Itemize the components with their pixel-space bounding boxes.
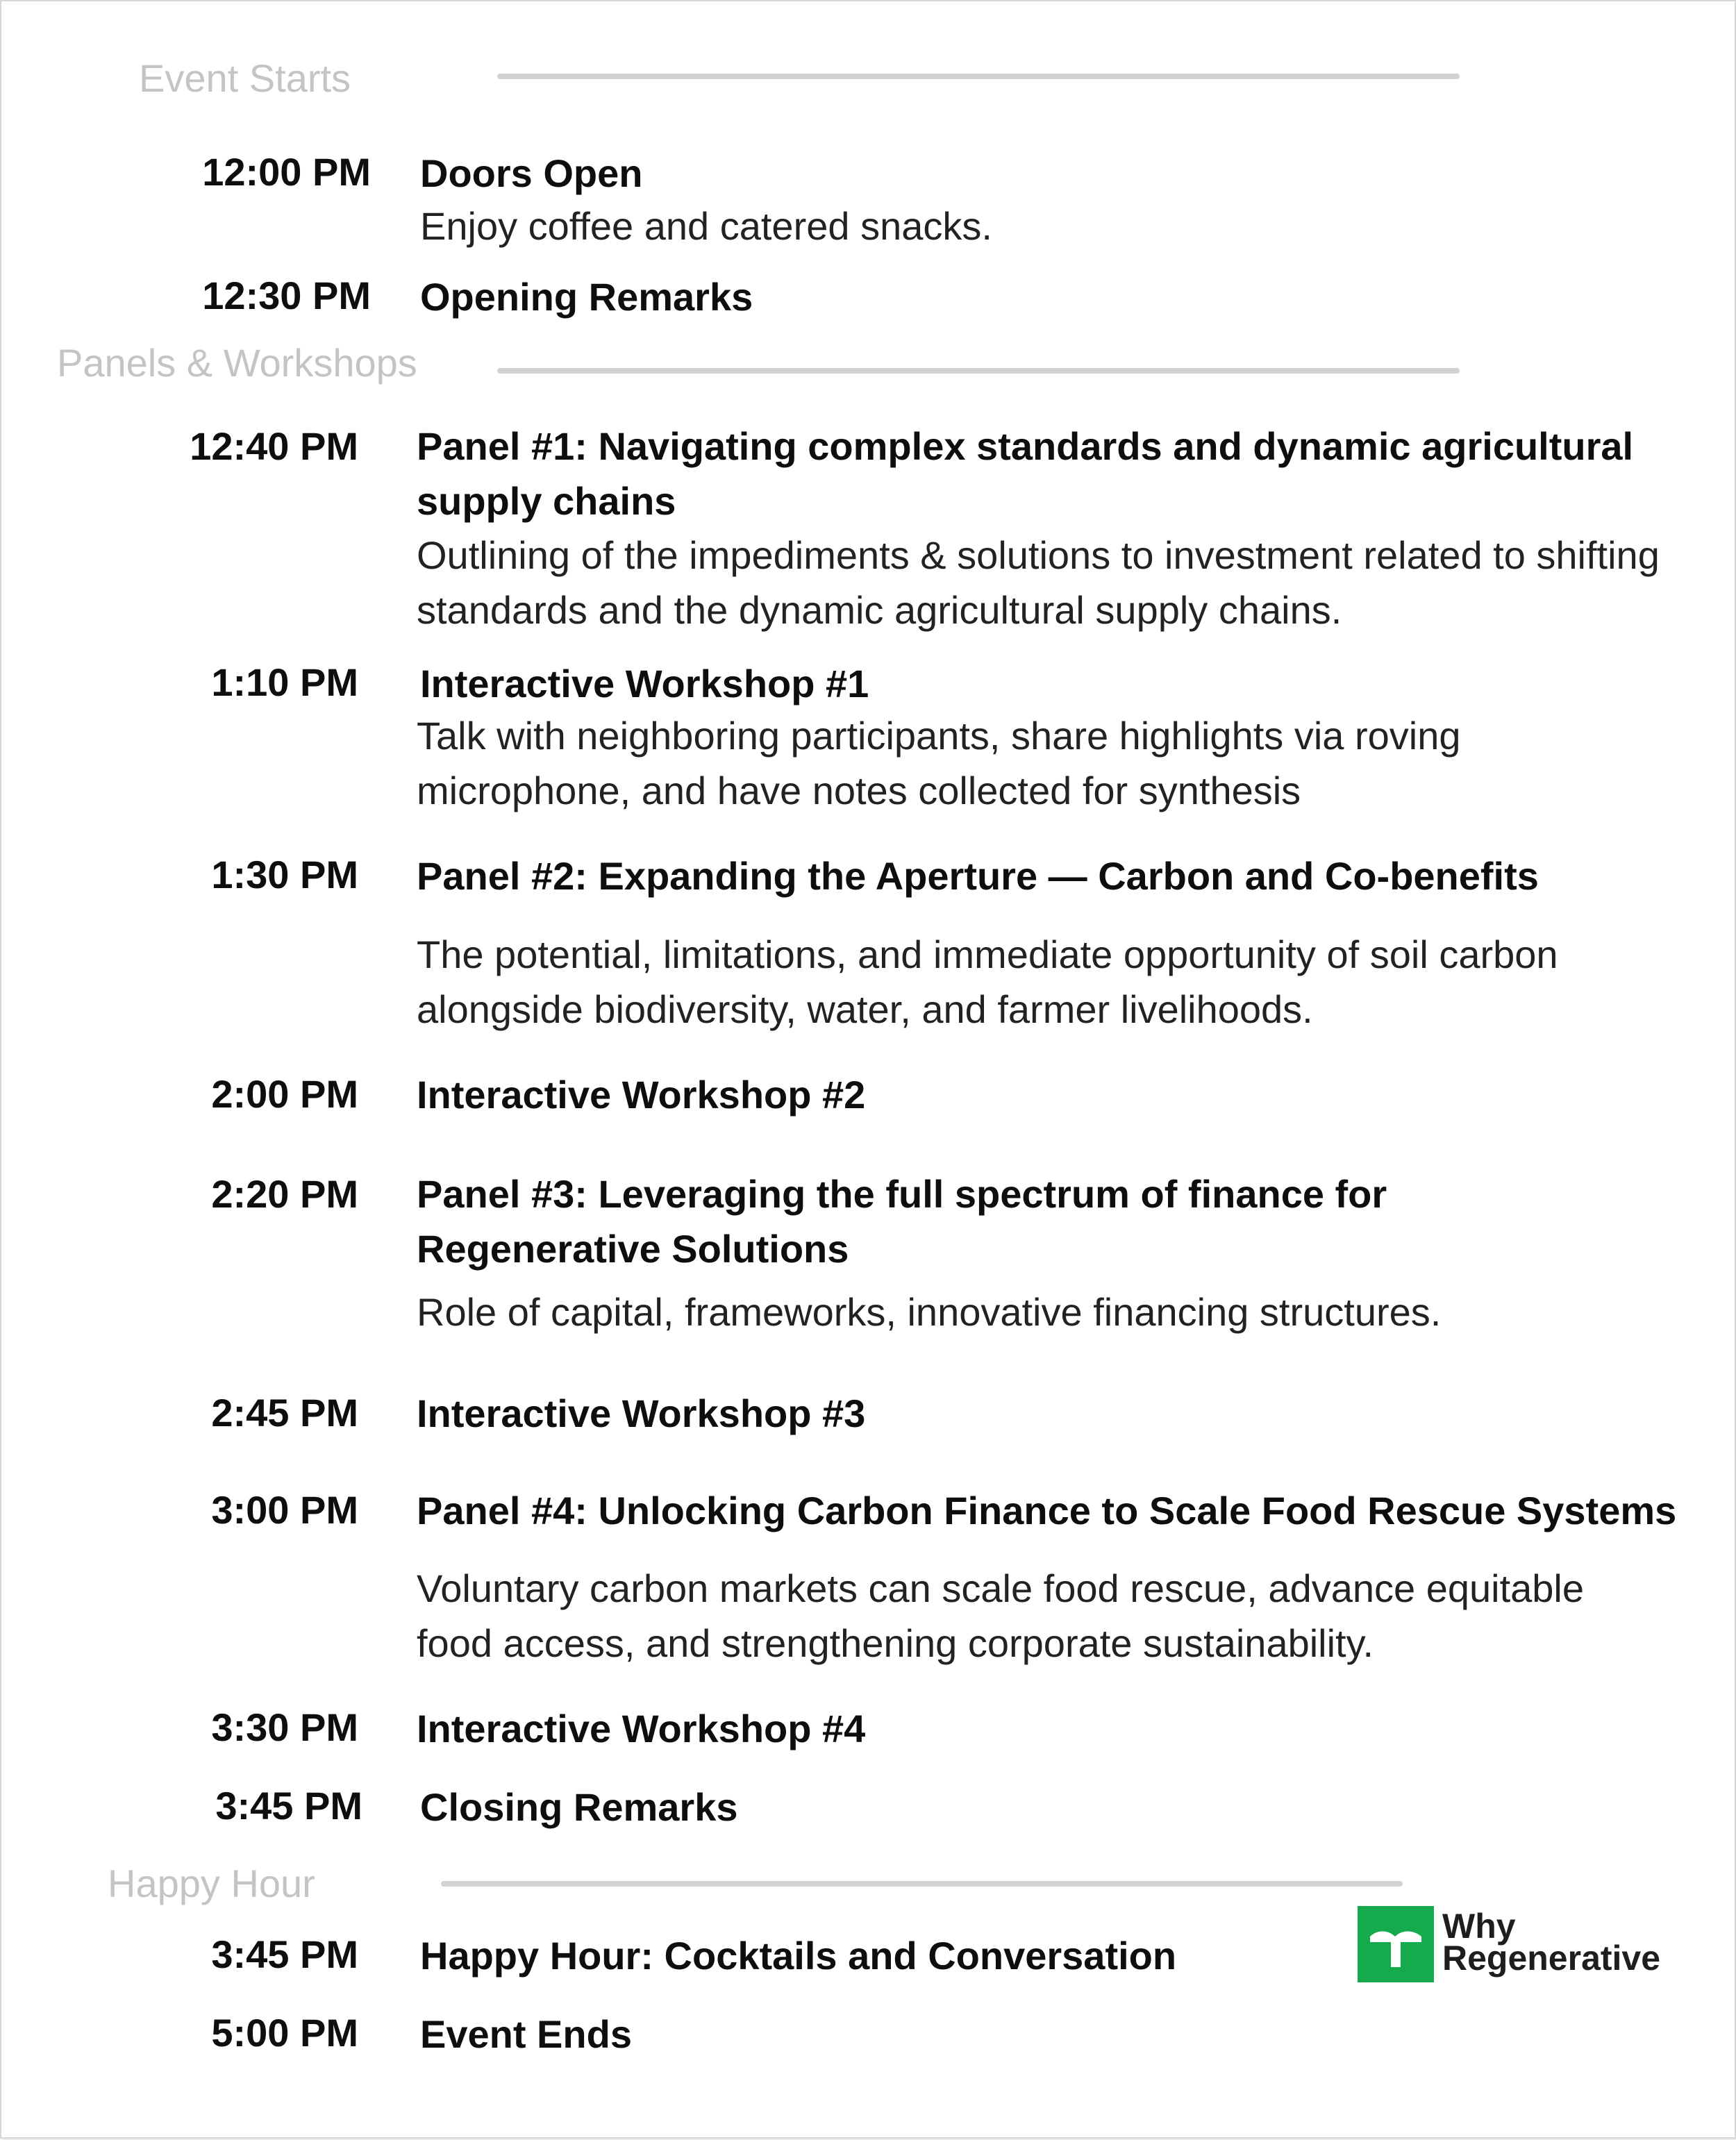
section-divider (497, 368, 1460, 374)
logo-text-regenerative: Regenerative (1442, 1939, 1661, 1978)
agenda-description: Voluntary carbon markets can scale food rescue, advance equitable food access, and strengthening corporate sustainability. (417, 1566, 1585, 1665)
section-label-event-starts: Event Starts (139, 56, 351, 100)
agenda-title: Interactive Workshop #3 (417, 1391, 866, 1435)
agenda-time: 3:00 PM (211, 1488, 358, 1532)
agenda-time: 2:20 PM (211, 1172, 358, 1216)
agenda-title: Doors Open (420, 151, 643, 195)
section-label-happy-hour: Happy Hour (108, 1862, 315, 1905)
agenda-time: 12:40 PM (190, 424, 358, 468)
why-regenerative-logo (1358, 1906, 1661, 1982)
agenda-time: 12:00 PM (202, 150, 371, 194)
sprout-logo-icon (1358, 1906, 1434, 1982)
agenda-description: Enjoy coffee and catered snacks. (420, 204, 992, 248)
agenda-title: Interactive Workshop #2 (417, 1073, 866, 1117)
agenda-description: The potential, limitations, and immediate opportunity of soil carbon alongside biodiversity, water, and farmer livelihoods. (417, 933, 1558, 1031)
agenda-description: Outlining of the impediments & solutions to investment related to shifting standards and the dynamic agricultural supply chains. (417, 533, 1660, 632)
agenda-time: 3:45 PM (211, 1932, 358, 1976)
agenda-time: 1:10 PM (211, 660, 358, 704)
section-divider (441, 1881, 1403, 1887)
agenda-description: Role of capital, frameworks, innovative financing structures. (417, 1290, 1442, 1334)
agenda-title: Happy Hour: Cocktails and Conversation (420, 1934, 1177, 1978)
agenda-title: Interactive Workshop #4 (417, 1707, 866, 1750)
agenda-title: Panel #4: Unlocking Carbon Finance to Scale Food Rescue Systems (417, 1489, 1677, 1532)
agenda-title: Panel #1: Navigating complex standards and dynamic agricultural supply chains (417, 424, 1634, 523)
section-label-panels-workshops: Panels & Workshops (57, 341, 417, 385)
agenda-description: Talk with neighboring participants, share highlights via roving microphone, and have notes collected for synthesis (417, 714, 1461, 812)
section-divider (497, 74, 1460, 79)
agenda-time: 3:45 PM (215, 1784, 362, 1828)
agenda-time: 2:00 PM (211, 1072, 358, 1116)
logo-text-why: Why (1442, 1907, 1516, 1946)
agenda-title: Closing Remarks (420, 1785, 738, 1829)
agenda-time: 3:30 PM (211, 1705, 358, 1749)
agenda-title: Event Ends (420, 2012, 632, 2056)
agenda-time: 5:00 PM (211, 2011, 358, 2055)
agenda-title: Panel #3: Leveraging the full spectrum of finance for Regenerative Solutions (417, 1172, 1387, 1271)
agenda-time: 2:45 PM (211, 1391, 358, 1435)
agenda-time: 12:30 PM (202, 274, 371, 317)
agenda-title: Panel #2: Expanding the Aperture — Carbon and Co-benefits (417, 854, 1539, 898)
agenda-time: 1:30 PM (211, 853, 358, 896)
agenda-title: Interactive Workshop #1 (420, 662, 869, 705)
agenda-title: Opening Remarks (420, 275, 753, 319)
